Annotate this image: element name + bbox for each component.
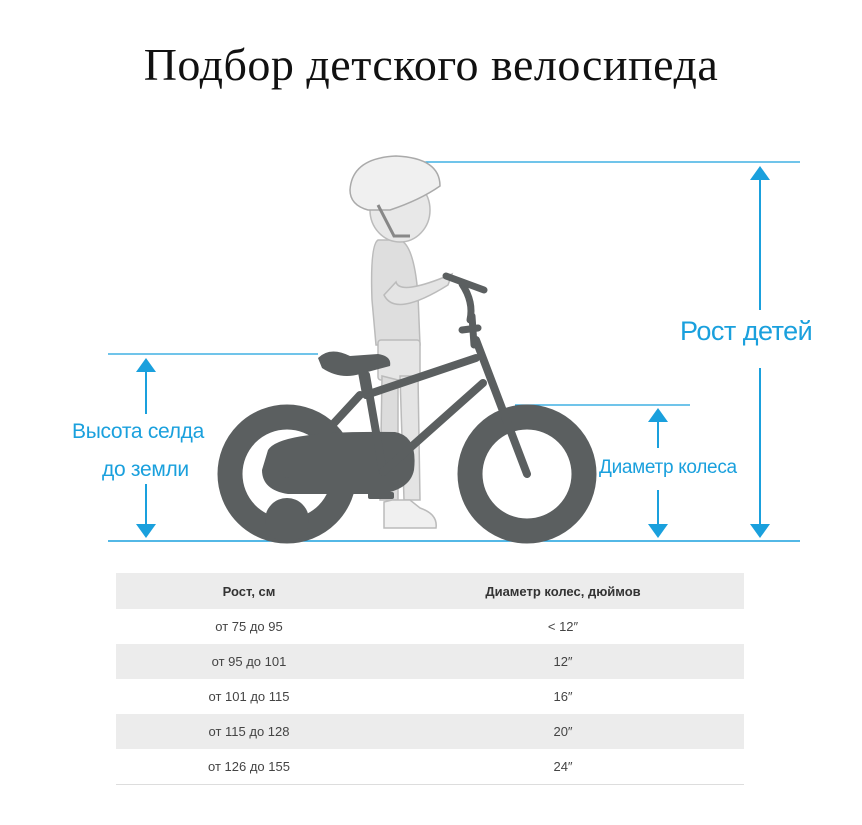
training-wheel bbox=[265, 498, 309, 542]
table-row bbox=[116, 749, 744, 785]
table-cell-height: от 126 до 155 bbox=[116, 749, 382, 785]
size-table bbox=[116, 573, 744, 785]
table-cell-wheel: < 12″ bbox=[547, 619, 579, 634]
seat-height-label-line2: до земли bbox=[102, 458, 189, 481]
table-row bbox=[116, 714, 744, 749]
table-cell-height: от 101 до 115 bbox=[208, 689, 290, 704]
table-row bbox=[116, 644, 744, 679]
seat-height-label-line1: Высота селда bbox=[72, 420, 205, 443]
wheel-diameter-label: Диаметр колеса bbox=[599, 457, 737, 478]
table-row bbox=[116, 679, 744, 714]
child-height-label: Рост детей bbox=[680, 316, 813, 346]
table-cell-wheel: 24″ bbox=[382, 749, 744, 785]
table-header-row bbox=[116, 573, 744, 609]
table-cell-height: от 115 до 128 bbox=[116, 714, 382, 749]
table-cell-height: от 75 до 95 bbox=[215, 619, 283, 634]
table-header-wheel: Диаметр колес, дюймов bbox=[382, 573, 744, 609]
table-cell-wheel: 16″ bbox=[553, 689, 573, 704]
page-title: Подбор детского велосипеда bbox=[143, 39, 719, 90]
table-cell-height: от 95 до 101 bbox=[116, 644, 382, 679]
table-row bbox=[116, 609, 744, 644]
table-cell-wheel: 12″ bbox=[382, 644, 744, 679]
table-header-height: Рост, см bbox=[116, 573, 382, 609]
table-cell-wheel: 20″ bbox=[382, 714, 744, 749]
